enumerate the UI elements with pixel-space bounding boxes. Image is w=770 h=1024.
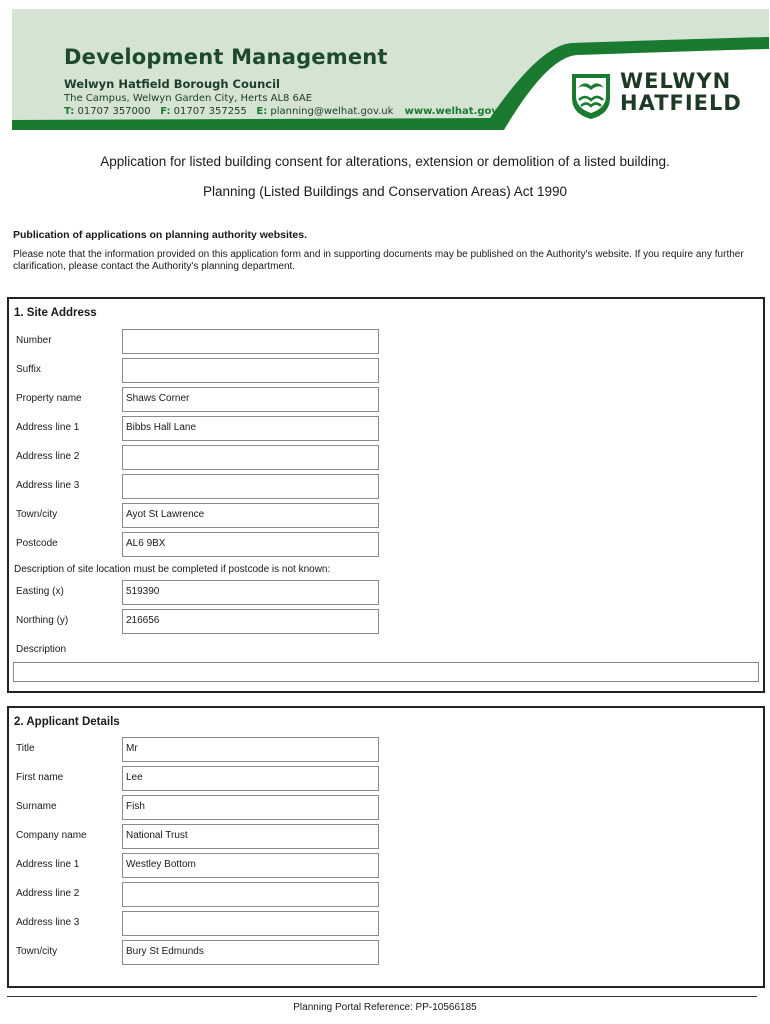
address-line-2-field[interactable] xyxy=(122,882,379,907)
town-city-field[interactable]: Ayot St Lawrence xyxy=(122,503,379,528)
title-field[interactable]: Mr xyxy=(122,737,379,762)
field-label: Number xyxy=(16,335,52,346)
footer-divider xyxy=(7,996,757,997)
form-row xyxy=(9,766,763,792)
publication-note: Please note that the information provided on this application form and in supporting documents may be published on the Authority's website. If you require any further clarification, please contact the Authority's planning department. xyxy=(13,249,744,272)
property-name-field[interactable]: Shaws Corner xyxy=(122,387,379,412)
form-row xyxy=(9,853,763,879)
field-label: Address line 1 xyxy=(16,422,80,433)
address-line-3-field[interactable] xyxy=(122,474,379,499)
company-name-field[interactable]: National Trust xyxy=(122,824,379,849)
form-row xyxy=(9,358,763,384)
form-row xyxy=(9,416,763,442)
form-row xyxy=(9,580,763,606)
suffix-field[interactable] xyxy=(122,358,379,383)
fax-number: 01707 357255 xyxy=(173,106,247,117)
form-row xyxy=(9,882,763,908)
field-label: Town/city xyxy=(16,509,58,520)
location-note: Description of site location must be completed if postcode is not known: xyxy=(14,564,331,575)
postcode-field[interactable]: AL6 9BX xyxy=(122,532,379,557)
portal-reference: Planning Portal Reference: PP-10566185 xyxy=(293,1002,477,1013)
document-subtitle: Planning (Listed Buildings and Conservation Areas) Act 1990 xyxy=(203,184,567,199)
field-label: Northing (y) xyxy=(16,615,69,626)
section-title: 1. Site Address xyxy=(14,307,97,319)
email-link[interactable]: planning@welhat.gov.uk xyxy=(270,106,394,117)
field-label: Address line 2 xyxy=(16,451,80,462)
tel-number: 01707 357000 xyxy=(77,106,151,117)
form-row xyxy=(9,638,763,664)
form-row xyxy=(9,329,763,355)
publication-heading: Publication of applications on planning authority websites. xyxy=(13,229,308,241)
council-name: Welwyn Hatfield Borough Council xyxy=(64,77,280,91)
fax-label: F: xyxy=(160,106,171,117)
council-address: The Campus, Welwyn Garden City, Herts AL8 6AE xyxy=(64,93,313,104)
field-label: Address line 3 xyxy=(16,917,80,928)
form-row xyxy=(9,609,763,635)
form-row xyxy=(9,503,763,529)
field-label: Address line 3 xyxy=(16,480,80,491)
form-row xyxy=(9,387,763,413)
logo-line-hatfield: HATFIELD xyxy=(620,91,742,115)
address-line-2-field[interactable] xyxy=(122,445,379,470)
form-row xyxy=(9,445,763,471)
field-label: Title xyxy=(16,743,35,754)
northing-field[interactable]: 216656 xyxy=(122,609,379,634)
applicant-details-section xyxy=(7,706,765,988)
website-link[interactable]: www.welhat.gov.uk xyxy=(404,106,515,117)
address-line-1-field[interactable]: Bibbs Hall Lane xyxy=(122,416,379,441)
email-label: E: xyxy=(256,106,268,117)
council-logo-text xyxy=(620,70,742,114)
field-label: Easting (x) xyxy=(16,586,64,597)
document-title: Application for listed building consent for alterations, extension or demolition of a listed building. xyxy=(100,154,670,169)
header-title: Development Management xyxy=(64,45,388,69)
form-row xyxy=(9,532,763,558)
field-label: Description xyxy=(16,644,67,655)
form-row xyxy=(9,737,763,763)
field-label: Address line 2 xyxy=(16,888,80,899)
surname-field[interactable]: Fish xyxy=(122,795,379,820)
field-label: Suffix xyxy=(16,364,41,375)
field-label: Address line 1 xyxy=(16,859,80,870)
town-city-field[interactable]: Bury St Edmunds xyxy=(122,940,379,965)
form-row xyxy=(9,474,763,500)
contact-line xyxy=(64,106,515,117)
first-name-field[interactable]: Lee xyxy=(122,766,379,791)
field-label: Postcode xyxy=(16,538,58,549)
form-row xyxy=(9,911,763,937)
tel-label: T: xyxy=(64,106,75,117)
field-label: Property name xyxy=(16,393,82,404)
field-label: Town/city xyxy=(16,946,58,957)
form-row xyxy=(9,795,763,821)
council-crest-icon xyxy=(570,72,612,120)
easting-field[interactable]: 519390 xyxy=(122,580,379,605)
address-line-3-field[interactable] xyxy=(122,911,379,936)
field-label: Surname xyxy=(16,801,57,812)
address-line-1-field[interactable]: Westley Bottom xyxy=(122,853,379,878)
number-field[interactable] xyxy=(122,329,379,354)
field-label: Company name xyxy=(16,830,87,841)
form-row xyxy=(9,824,763,850)
section-title: 2. Applicant Details xyxy=(14,716,120,728)
description-field[interactable] xyxy=(13,662,759,682)
form-row xyxy=(9,940,763,966)
site-address-section xyxy=(7,297,765,693)
logo-line-welwyn: WELWYN xyxy=(620,69,732,93)
field-label: First name xyxy=(16,772,64,783)
